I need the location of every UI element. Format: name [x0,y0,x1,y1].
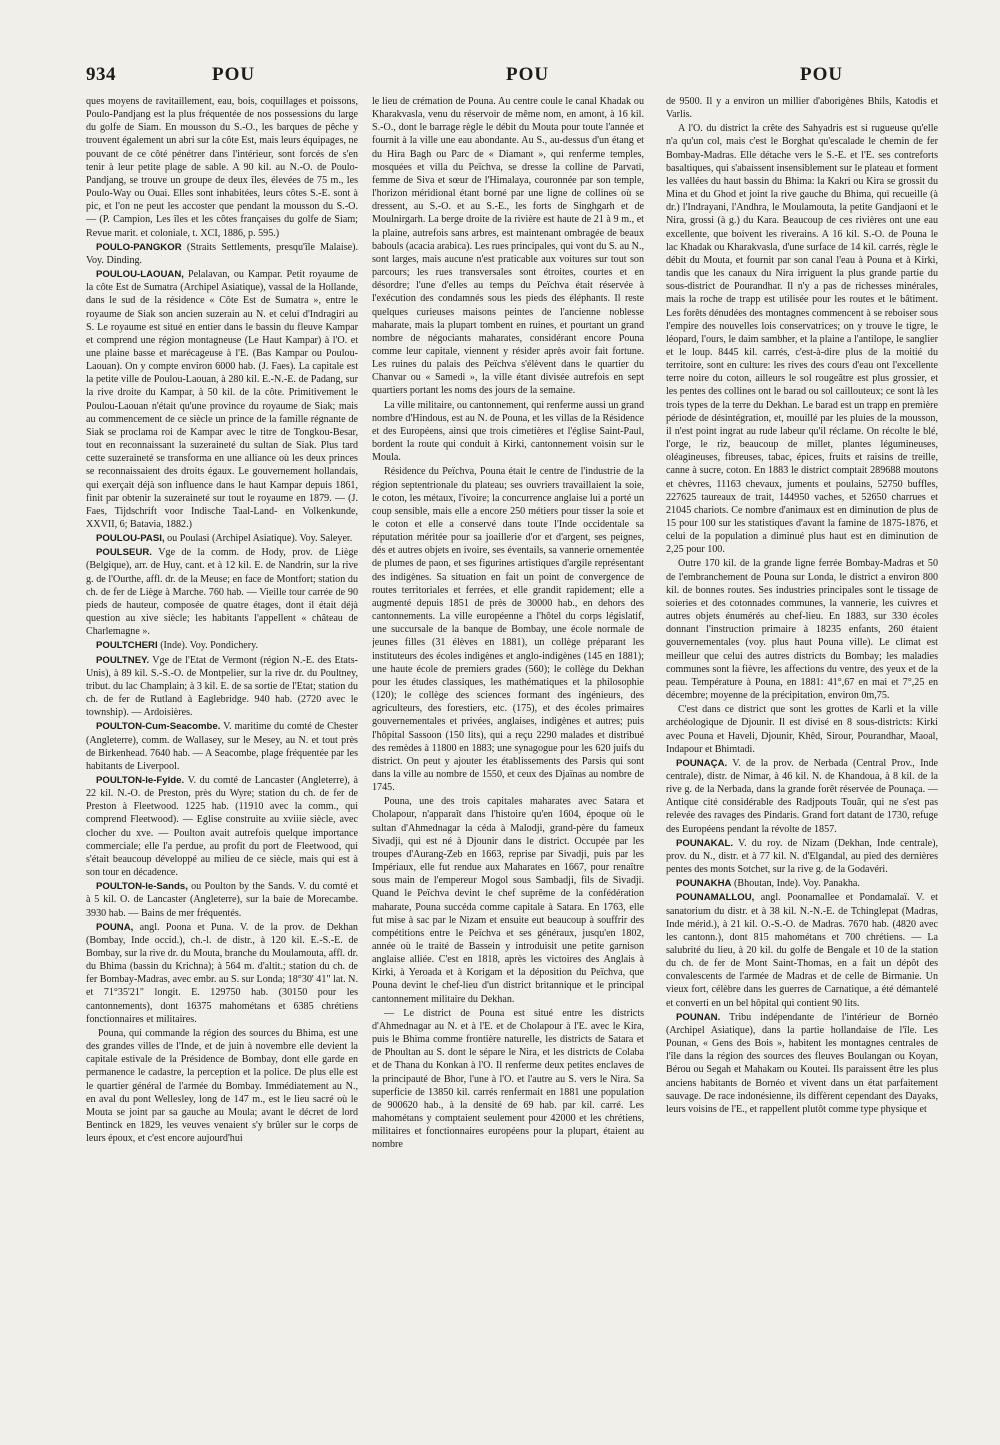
dictionary-entry [86,921,358,1026]
entry-headword: POUNAN. [676,1011,721,1023]
running-head-center: POU [506,64,550,85]
text-paragraph [86,1027,358,1145]
entry-text: V. du roy. de Nizam (Dekhan, Inde centrale), prov. du N., distr. et à 77 kil. N. d'Elgandal, au pied des dernières pentes des monts Sotchet, sur la rive g. de la Godavéri. [666,837,938,876]
page-number: 934 [86,64,116,85]
entry-headword: POUNAMALLOU, [676,892,755,904]
dictionary-entry [86,720,358,773]
text-paragraph [372,1007,644,1152]
dictionary-entry [86,268,358,531]
dictionary-entry [86,774,358,879]
text-column-3 [666,95,938,1430]
entry-text: Outre 170 kil. de la grande ligne ferrée Bombay-Madras et 50 de l'embranchement de Pouna sur Londa, le district a environ 800 kil. de bonnes routes. Ses industries principales sont le tissage de soieries et des cotonnades communes, la vannerie, les cuivres et autres objets énumérés au chef-lieu. En 1883, sur 330 écoles donnant l'instruction primaire à 18235 enfants, 260 étaient gouvernementales (voy. plus haut Pouna ville). Le climat est meilleur que celui des autres districts du Bombay; les maladies communes sont la fièvre, les affections du ventre, des yeux et de la peau. Température à Pouna, en 1881: 41°,67 en mai et 7°,25 en décembre; moyenne de la précipitation, environ 0m,75. [666,558,938,702]
entry-text: Pouna, une des trois capitales maharates avec Satara et Cholapour, n'apparaît dans l'histoire qu'en 1604, époque où le sultan d'Ahmednagar la céda à Malodji, grand-père du fameux Sivadji, qui est né à Djounir dans le district. Occupée par les troupes d'Aurang-Zeb en 1663, reprise par Sivadji, puis par les Impériaux, elle fut rendue aux Maharates en 1667, pour renaître sous main de l'empereur Mogol sous Sambadji, fils de Sivadji. Quand le Peïchva devint le chef suprême de la confédération maharate, Pouna succéda comme capitale à Satara. En 1763, elle fut mise à sac par le Nizam et ensuite eut beaucoup à souffrir des compétitions entre le Peïchva et ses généraux, jusqu'en 1802, année où le traité de Bassein y introduisit une petite garnison anglaise alliée. C'est en 1818, après les victoires des Anglais à Kirki, à Yeroada et à Korigam et la déposition du Peïchva, que Pouna devint le chef-lieu d'un district britannique et le principal cantonnement militaire du Dekhan. [372,796,644,1005]
entry-text: (Bhoutan, Inde). Voy. Panakha. [733,878,860,890]
page-header [86,64,950,90]
text-paragraph [372,465,644,794]
entry-text: le lieu de crémation de Pouna. Au centre coule le canal Khadak ou Kharakvasla, venu du réservoir de même nom, en amont, à 16 kil. S.-O., dont le barrage règle le débit du Mouta pour toute l'année et fournit à la ville une eau abondante. Au S., au-dessus d'un étang et du Hira Bagh ou Parc de « Diamant », qui renferme temples, mosquées et villa du Peïchva, se dresse la colline de Parvati, femme de Siva et sœur de l'Himalaya, couronnée par son temple, l'horizon méridional étant borné par une ligne de collines où se dressent, au S.-O. et au S.-E., les forts de Singhgarh et de Moulnirgarh. La berge droite de la rivière est haute de 21 à 9 m., et la plaine, autrefois sans arbres, est maintenant ombragée de beaux babouls (acacia arabica). Les rues principales, qui vont du S. au N., sont larges, mais aucune n'est praticable aux voitures sur tout son parcours; les rues transversales sont étroites, courtes et en désordre; l'une d'elles au temps du Peïchva était réservée à l'exécution des condamnés sous les pieds des éléphants. Il reste quelques curieuses maisons peintes de l'ancienne noblesse maharate, mais la plupart tombent en ruines, et pourtant un grand nombre de négociants maharates, considérant encore Pouna comme leur capitale, viennent y résider après avoir fait fortune. Les ruines du palais des Peïchva s'élèvent dans le quartier du Chanvar ou « Samedi », la ville étant divisée autrefois en sept quartiers portant les noms des jours de la semaine. [372,96,644,397]
entry-text: Résidence du Peïchva, Pouna était le centre de l'industrie de la région septentrionale du plateau; ses ouvriers travaillaient la soie, le coton, les métaux, l'ivoire; la concurrence anglaise lui a porté un coup sensible, mais elle a encore 250 métiers pour tisser la soie et le coton et elle a conservé dans toute l'Inde occidentale sa réputation méritée pour sa joaillerie d'or et d'argent, ses peignes, dés et autres objets en ivoire, ses éventails, sa vannerie ornementée de plumes de paon, et ses figurines artistiques d'argile représentant des indigènes. Sa situation en fait un point de convergence de routes territoriales et ferrées, et elle grandit rapidement; elle a augmenté depuis 1851 de près de 30000 hab., en dehors des cantonnements. La ville européenne a l'hôtel du corps législatif, une succursale de la banque de Bombay, une école normale de jeunes filles (31 élèves en 1881), un collège préparant les instituteurs des écoles indigènes et anglo-indigènes (145 en 1881); une haute école de premiers grades (560); le collège du Dekhan pour les études classiques, les mathématiques et la philosophie (120); le collège des sciences formant des ingénieurs, des agriculteurs, des forestiers, etc. (175), et des écoles primaires gouvernementales et privées, anglaises, indigènes et autres; puis l'hôpital Sassoon (150 lits), qui a reçu 2290 malades et distribué des remèdes à 11800 en 1883; une synagogue pour les 620 juifs du district. On peut y ajouter les établissements des Parsis qui sont dans la ville au nombre de 1550, et ceux des Djaïnas au nombre de 1745. [372,466,644,794]
entry-text: ou Poulasi (Archipel Asiatique). Voy. Saleyer. [167,533,353,545]
text-paragraph [372,399,644,465]
entry-text: ques moyens de ravitaillement, eau, bois, coquillages et poissons, Poulo-Pandjang est la plus fréquentée de nos possessions du large du golfe de Siam. En mousson du S.-O., les barques de pêche y trouvent également un abri sur la côte Est, mais leurs équipages, ne pouvant de ce côté pénétrer dans l'intérieur, sont forcés de s'en tenir à leur petite plage de sable. A 90 kil. au N.-O. de Poulo-Pandjang, se trouve un groupe de deux îles, élevées de 75 m., les Poulo-Way ou Ouai. Elles sont inhabitées, leurs côtes S.-E. sont à pic, et l'on ne peut les accoster que pendant la mousson du S.-O. — (P. Campion, Les îles et les côtes françaises du golfe de Siam; Revue marit. et coloniale, t. XCI, 1886, p. 595.) [86,96,358,239]
dictionary-entry [86,654,358,720]
text-paragraph [372,95,644,398]
entry-headword: POUNAKHA [676,878,732,890]
entry-headword: POULTON-Cum-Seacombe. [96,721,221,733]
entry-text: Vge de l'Etat de Vermont (région N.-E. des Etats-Unis), à 89 kil. S.-S.-O. de Montpelier, sur la rive dr. du Poultney, tribut. du lac Champlain; à 3 kil. E. de sa sortie de l'Etat; station du ch. de fer de Rutland à Eaglebridge. 940 hab. (2720 avec le township). — Ardoisières. [86,654,358,719]
entry-text: Pelalavan, ou Kampar. Petit royaume de la côte Est de Sumatra (Archipel Asiatique), vassal de la Hollande, dans le sud de la résidence « Côte Est de Sumatra », entre le royaume de Siak son ancien suzerain au N. et celui d'Indragiri au S. Le royaume est situé en entier dans le bassin du fleuve Kampar et comprend une région montagneuse (Le Haut Kampar) à l'O. et une plaine basse et marécageuse à l'E. (Bas Kampar ou Poulou-Laouan). On y compte environ 6000 hab. (J. Faes). La capitale est la petite ville de Poulou-Laouan, à 280 kil. E.-N.-E. de Padang, sur la rive droite du Kampar, à 50 kil. de la côte. Primitivement le Poulou-Laouan n'était qu'une province du royaume de Siak; mais au commencement de ce siècle un prince de la famille régnante de Siak se proclama roi de Kampar avec le titre de Tongkou-Besar, tout en reconnaissant la suzeraineté du sultan de Siak. Plus tard cette suzeraineté se transforma en une alliance où les deux princes se reconnaissaient des droits égaux. Le gouvernement hollandais, qui exerçait déjà son influence dans le haut Kampar depuis 1861, finit par obtenir la suzeraineté sur tout le royaume en 1879. — (J. Faes, Tijdschrift voor Indische Taal-Land- en Volkenkunde, XXVII, 6; Batavia, 1882.) [86,269,358,530]
dictionary-entry [86,546,358,638]
entry-text: V. du comté de Lancaster (Angleterre), à 22 kil. N.-O. de Preston, près du Wyre; station du ch. de fer de Preston à Fleetwood. 1225 hab. (11910 avec la comm., qui comprend Fleetwood). — Eglise construite au xviiie siècle, avec clocher du xve. — Poulton avait autrefois quelque importance commerciale; elle l'a perdue, au profit du port de Fleetwood, qui s'était beaucoup développé au milieu de ce siècle, mais qui est à son tour en décadence. [86,774,358,879]
running-head-right: POU [800,64,844,85]
text-paragraph [372,795,644,1006]
dictionary-entry [666,891,938,1009]
entry-text: angl. Poona et Puna. V. de la prov. de Dekhan (Bombay, Inde occid.), ch.-l. de distr., à 120 kil. E.-S.-E. de Bombay, sur la rive dr. du Mouta, branche du Moulamouta, affl. dr. du Bhima (bassin du Krichna); à 564 m. d'altit.; station du ch. de fer Bombay-Madras, avec embr. au S. sur Londa; 18°30' 41" lat. N. et 71°35'21" longit. E. 129750 hab. (30150 pour les cantonnements), dont 16375 mahométans et 6385 chrétiens fonctionnaires et militaires. [86,921,358,1025]
text-column-2 [372,95,644,1430]
text-paragraph [666,95,938,121]
entry-headword: POULO-PANGKOR [96,241,182,253]
entry-text: — Le district de Pouna est situé entre les districts d'Ahmednagar au N. et à l'E. et de Cholapour à l'E. avec le Kira, puis le Bhima comme frontière naturelle, les districts de Satara et de Phoultan au S. dont le sépare le Nira, et les districts de Colaba et de Thana du Konkan à l'O. Il renferme deux petites enclaves de la principauté de Bhor, l'une à l'O. et l'autre au S. vers le Nira. Sa superficie de 13850 kil. carrés renfermait en 1881 une population de 900620 hab., à la densité de 69 hab. par kil. carré. Les mahométans y comptaient seulement pour 42000 et les chrétiens, militaires et fonctionnaires européens pour la plupart, étaient au nombre [372,1007,644,1151]
text-paragraph [666,557,938,702]
dictionary-entry [86,532,358,545]
dictionary-entry [666,877,938,890]
entry-headword: POULTCHERI [96,640,158,652]
entry-headword: POULTON-le-Fylde. [96,774,185,786]
dictionary-entry [86,880,358,919]
text-paragraph [666,703,938,756]
entry-text: Tribu indépendante de l'intérieur de Bornéo (Archipel Asiatique), dans la partie hollandaise de l'île. Les Pounan, « Gens des Bois », habitent les montagnes centrales de l'île dans la région des sources des fleuves Boulangan ou Koyan, Bérou ou Segah et Mahakam ou Koutei. Ils paraissent être les plus anciens habitants de Bornéo et vivent dans un état parfaitement sauvage. De race indonésienne, ils diffèrent cependant des Dayaks, leurs voisins de l'E., et rappellent plutôt comme type physique et [666,1011,938,1115]
entry-text: C'est dans ce district que sont les grottes de Karli et la ville archéologique de Djounir. Il est divisé en 8 sous-districts: Kirki avec Pouna et Haveli, Djounir, Khêd, Sirour, Pourandhar, Maoal, Indapour et Bhimtadi. [666,704,938,755]
entry-text: de 9500. Il y a environ un millier d'aborigènes Bhils, Katodis et Varlis. [666,96,938,121]
entry-headword: POUNAÇA. [676,757,728,769]
entry-text: ou Poulton by the Sands. V. du comté et à 5 kil. O. de Lancaster (Angleterre), sur la baie de Morecambe. 3930 hab. — Bains de mer fréquentés. [86,881,358,919]
entry-headword: POULTNEY. [96,654,150,666]
text-paragraph [666,122,938,556]
dictionary-entry [86,639,358,652]
entry-text: angl. Poonamallee et Pondamalaï. V. et sanatorium du distr. et à 38 kil. N.-N.-E. de Tchinglepat (Madras, Inde mérid.), à 21 kil. O.-S.-O. de Madras. 7670 hab. (4820 avec les cantonn.), dont 815 mahométans et 700 chrétiens. — La salubrité du lieu, à 20 kil. du golfe de Bengale et 10 de la station du ch. de fer de Mont Saint-Thomas, en a fait un dépôt des convalescents de l'armée de Madras et de celle de Birmanie. Un vieux fort, célèbre dans les guerres de Carnatique, a été démantelé et converti en un bel hôpital qui contient 90 lits. [666,892,938,1009]
entry-text: (Straits Settlements, presqu'île Malaise). Voy. Dinding. [86,241,358,266]
text-column-1 [86,95,358,1430]
entry-text: A l'O. du district la crête des Sahyadris est si rugueuse qu'elle n'a qu'un col, mais c'est le Borghat qu'escalade le chemin de fer Bombay-Madras. Elle détache vers le S.-E. et l'E. ses contreforts basaltiques, qui s'abaissent insensiblement sur le plateau et forment les vallées du haut bassin du Bhima: la Kakri ou Kira se grossit du Mina et du Ghod et joint la rive gauche du Bhima, qui recueille (à dr.) l'Indrayani, l'Andhra, le Moulamouta, la petite Gandjaoni et le Nira, grossi (à g.) du Kara. Beaucoup de ces rivières ont une eau excellente, que boivent les riverains. A 16 kil. S.-O. de Pouna le lac Khadak ou Kharakvasla, d'une surface de 14 kil. carrés, règle le débit du Mouta, et fournit par son canal l'eau à Pouna et à Kirki, tandis que les canaux du Nira irriguent la plus grande partie du sous-district de Pourandhar. Il n'y a pas de richesses minérales, mais la roche de trapp est utilisée pour les routes et le bâtiment. Les forêts dénudées des montagnes commencent à se reboiser sous l'empire des nouvelles lois conservatrices; on y trouve le tigre, le léopard, l'ours, le daim sambher, et la plaine a l'antilope, le sanglier et le loup. 8445 kil. carrés, c'est-à-dire plus de la moitié du territoire, sont en culture: les rives des cours d'eau ont l'excellente terre noire du coton, ailleurs le sol rougeâtre est plus grossier, et les pentes des collines ont le barad ou sol caillouteux; ce sont là les trois types de la terre du Dekhan. Le barad est un trapp en première période de désintégration, et, mouillé par les pluies de la mousson, il n'est point ingrat au rude labeur qu'il réclame. On récolte le blé, l'orge, le riz, beaucoup de millet, plantes légumineuses, oléagineuses, fibreuses, tabac, épices, fruits et raisins de treille, canne à sucre, coton. En 1883 le district comptait 289688 moutons et chèvres, 11163 chevaux, juments et poulains, 52750 buffles, 227625 taureaux de trait, 144950 vaches, et 52650 charrues et 21045 chariots. Ce nombre d'animaux est en diminution de plus de 15 pour 100 sur les statistiques d'avant la famine de 1875-1876, et celui de la population a diminué plus haut est en diminution de 2,25 pour 100. [666,123,938,556]
entry-text: La ville militaire, ou cantonnement, qui renferme aussi un grand nombre d'Hindous, est au N. de Pouna, et les villas de la Résidence et des Européens, ainsi que trois cimetières et l'église Saint-Paul, bordent la route qui conduit à Kirki, cantonnement voisin sur le Moula. [372,399,644,464]
entry-headword: POULOU-LAOUAN, [96,269,184,281]
dictionary-entry [666,837,938,876]
entry-headword: POUNA, [96,921,134,933]
entry-text: Vge de la comm. de Hody, prov. de Liège (Belgique), arr. de Huy, cant. et à 12 kil. E. de Nandrin, sur la rive g. de l'Ourthe, affl. dr. de la Meuse; en face de Montfort; station du ch. de fer de Liège à Marche. 760 hab. — Vieille tour carrée de 90 pieds de hauteur, composée de quatre étages, dont il était déjà question au xive siècle; les habitants l'appellent « château de Charlemagne ». [86,547,358,638]
running-head-left: POU [212,64,256,85]
text-paragraph [86,95,358,240]
entry-headword: POULTON-le-Sands, [96,881,188,893]
entry-headword: POULSEUR. [96,547,152,559]
entry-text: Pouna, qui commande la région des sources du Bhima, est une des grandes villes de l'Inde, et de juin à novembre elle devient la capitale estivale de la Présidence de Bombay, dont elle garde en permanence le cadastre, la perception et la police. De plus elle est le quartier général de l'armée du Bombay. Immédiatement au N., en aval du pont Wellesley, long de 147 m., est le lieu sacré où le Mouta se joint par sa gauche au Moula; avant le décret de lord Bentinck en 1829, les veuves venaient s'y brûler sur le corps de leurs époux, et c'est encore aujourd'hui [86,1027,358,1145]
entry-text: V. de la prov. de Nerbada (Central Prov., Inde centrale), distr. de Nimar, à 46 kil. N. de Khandoua, à 8 kil. de la rive g. de la Nerbada, dans la grande forêt réservée de Pounaça. — Antique cité considérable des Radjpouts Touâr, qui ne s'est pas relevée des ravages des Pindaris. Grand fort datant de 1730, refuge des Européens pendant la révolte de 1857. [666,757,938,835]
entry-text: V. maritime du comté de Chester (Angleterre), comm. de Wallasey, sur le Mesey, au N. et tout près de Birkenhead. 7640 hab. — A Seacombe, plage fréquentée par les habitants de Liverpool. [86,721,358,772]
dictionary-entry [666,1011,938,1116]
entry-headword: POULOU-PASI, [96,533,165,545]
dictionary-entry [86,241,358,267]
entry-text: (Inde). Voy. Pondichery. [160,640,259,652]
entry-headword: POUNAKAL. [676,837,734,849]
dictionary-entry [666,757,938,836]
